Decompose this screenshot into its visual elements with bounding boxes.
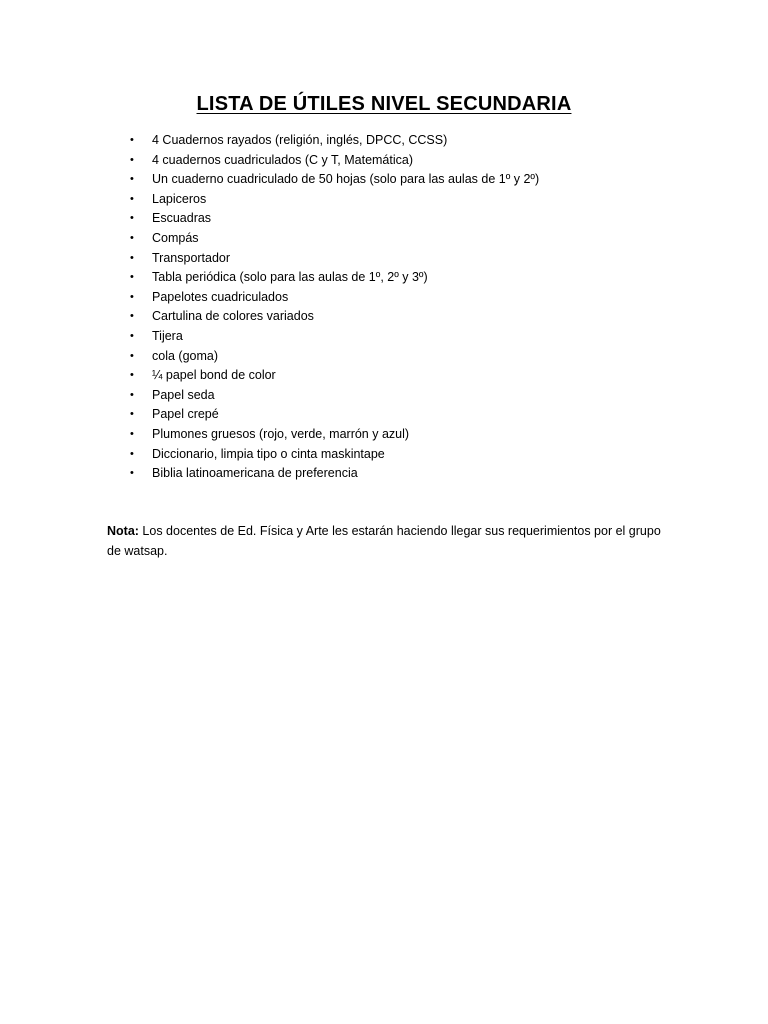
list-item-text: Escuadras xyxy=(152,211,212,226)
list-item-text: Compás xyxy=(152,230,199,245)
bullet-icon: • xyxy=(130,192,134,205)
bullet-icon: • xyxy=(130,369,134,382)
list-item xyxy=(130,190,730,210)
bullet-icon: • xyxy=(130,271,134,284)
list-item xyxy=(130,151,730,171)
list-item-text: Tabla periódica (solo para las aulas de 1º, 2º y 3º) xyxy=(152,270,428,285)
list-item-text: Tijera xyxy=(152,328,183,343)
list-item-text: Transportador xyxy=(152,250,231,265)
bullet-icon: • xyxy=(130,388,134,401)
list-item-text: Un cuaderno cuadriculado de 50 hojas (solo para las aulas de 1º y 2º) xyxy=(152,172,540,187)
list-item xyxy=(130,425,730,445)
list-item-text: 4 Cuadernos rayados (religión, inglés, DPCC, CCSS) xyxy=(152,133,448,147)
list-item xyxy=(130,229,730,249)
list-item xyxy=(130,288,730,308)
bullet-icon: • xyxy=(130,408,134,421)
list-item xyxy=(130,386,730,406)
note-paragraph xyxy=(107,522,677,561)
bullet-icon: • xyxy=(130,349,134,362)
bullet-icon: • xyxy=(130,153,134,166)
list-item-text: Papel crepé xyxy=(152,407,219,422)
list-item-text: Diccionario, limpia tipo o cinta maskintape xyxy=(152,446,385,461)
list-item-text: Papelotes cuadriculados xyxy=(152,289,289,304)
bullet-icon: • xyxy=(130,329,134,342)
list-item-text: cola (goma) xyxy=(152,348,218,363)
bullet-icon: • xyxy=(130,251,134,264)
bullet-icon: • xyxy=(130,310,134,323)
list-item xyxy=(130,307,730,327)
list-item xyxy=(130,445,730,465)
list-item xyxy=(130,131,730,151)
list-item-text: Papel seda xyxy=(152,387,215,402)
bullet-icon: • xyxy=(130,290,134,303)
list-item-text: Lapiceros xyxy=(152,191,207,206)
bullet-icon: • xyxy=(130,173,134,186)
list-item xyxy=(130,405,730,425)
page-title: LISTA DE ÚTILES NIVEL SECUNDARIA xyxy=(196,93,572,115)
bullet-icon: • xyxy=(130,467,134,480)
list-item-text: 4 cuadernos cuadriculados (C y T, Matemática) xyxy=(152,152,413,167)
list-item-text: Plumones gruesos (rojo, verde, marrón y azul) xyxy=(152,426,410,441)
bullet-icon: • xyxy=(130,134,134,146)
list-item xyxy=(130,464,730,484)
list-item-text: ¼ papel bond de color xyxy=(152,368,276,383)
list-item xyxy=(130,209,730,229)
note-label: Nota: xyxy=(107,524,139,538)
list-item xyxy=(130,327,730,347)
supply-list xyxy=(130,131,730,484)
bullet-icon: • xyxy=(130,427,134,440)
bullet-icon: • xyxy=(130,447,134,460)
list-item-text: Cartulina de colores variados xyxy=(152,309,314,324)
list-item xyxy=(130,170,730,190)
list-item xyxy=(130,268,730,288)
note-text: Los docentes de Ed. Física y Arte les estarán haciendo llegar sus requerimientos por el grupo de watsap. xyxy=(107,524,661,558)
list-item-text: Biblia latinoamericana de preferencia xyxy=(152,466,358,481)
bullet-icon: • xyxy=(130,231,134,244)
bullet-icon: • xyxy=(130,212,134,225)
list-item xyxy=(130,249,730,269)
list-item xyxy=(130,347,730,367)
list-item xyxy=(130,366,730,386)
